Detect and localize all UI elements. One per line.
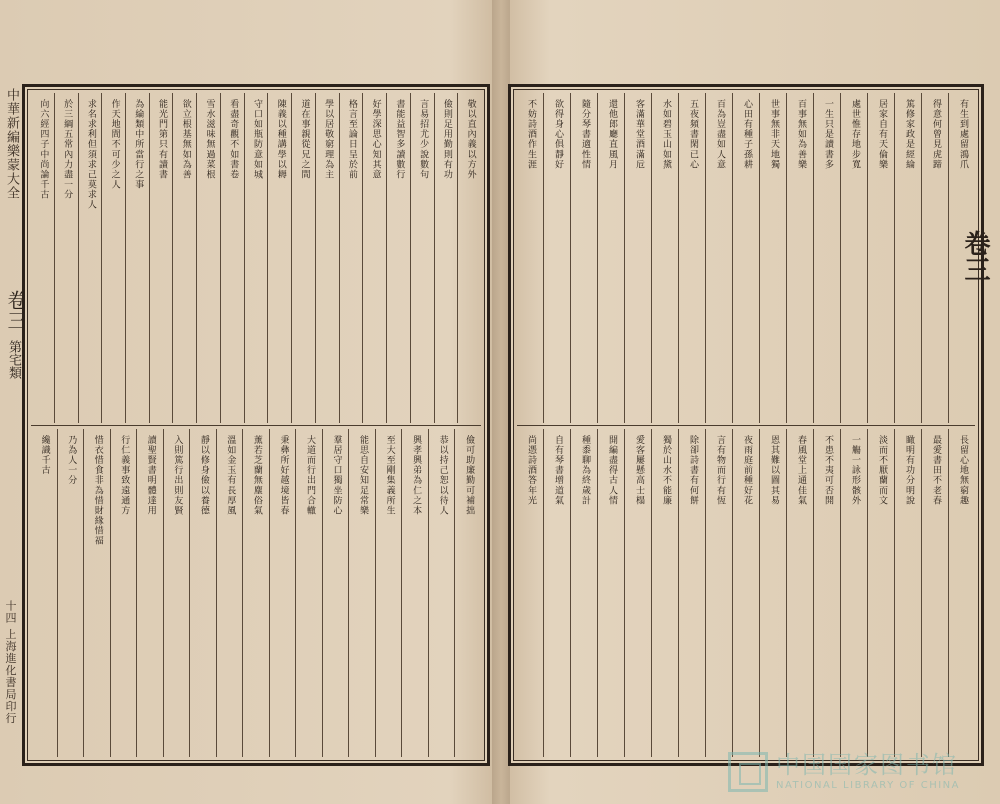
couplet-text: 羣居守口獨坐防心 [331, 435, 342, 516]
couplet-text: 言易招尤少說數句 [418, 99, 429, 180]
text-column [220, 93, 244, 423]
library-seal-icon [728, 752, 768, 792]
couplet-text: 興孝興弟為仁之本 [411, 435, 422, 516]
text-column [434, 93, 458, 423]
text-column [149, 93, 173, 423]
couplet-text: 看盡奇觀不如書卷 [228, 99, 239, 180]
text-column [31, 93, 54, 423]
couplet-text: 行仁義事致遠通方 [119, 435, 130, 516]
text-column [543, 93, 570, 423]
couplet-text: 守口如瓶防意如城 [251, 99, 262, 180]
right-page [508, 84, 984, 766]
text-column [375, 429, 402, 757]
couplet-text: 得意何曾見虎蹄 [930, 99, 941, 170]
text-column [840, 429, 867, 757]
couplet-text: 雪水滋味無過菜根 [204, 99, 215, 180]
text-column [705, 93, 732, 423]
text-column [678, 429, 705, 757]
text-column [196, 93, 220, 423]
couplet-text: 求名求利但須求己莫求人 [85, 99, 96, 210]
couplet-text: 心田有種子孫耕 [741, 99, 752, 170]
text-column [570, 93, 597, 423]
text-column [242, 429, 269, 757]
text-column [921, 93, 948, 423]
text-column [57, 429, 84, 757]
couplet-text: 自有琴書增道氣 [552, 435, 563, 506]
couplet-text: 入則篤行出則友賢 [172, 435, 183, 516]
couplet-text: 一生只是讀書多 [822, 99, 833, 170]
couplet-text: 五夜頻書閑已心 [687, 99, 698, 170]
right-volume-mark: 卷三 [960, 230, 990, 282]
text-column [894, 93, 921, 423]
text-column [291, 93, 315, 423]
couplet-text: 世事無非天地獨 [768, 99, 779, 170]
text-column [428, 429, 455, 757]
left-page [22, 84, 490, 766]
left-page-upper-register [31, 93, 481, 423]
left-margin-footer [2, 600, 18, 725]
couplet-text: 居家自有天倫樂 [876, 99, 887, 170]
text-column [136, 429, 163, 757]
couplet-text: 還他郎廳直風月 [606, 99, 617, 170]
couplet-text: 儉可助廉勤可補拙 [464, 435, 475, 516]
couplet-text: 不患不夷可否開 [822, 435, 833, 506]
couplet-text: 儉則足用勤則有功 [441, 99, 452, 180]
couplet-text: 好學深思心知其意 [370, 99, 381, 180]
text-column [867, 429, 894, 757]
right-page-upper-register [517, 93, 975, 423]
text-column [31, 429, 57, 757]
text-column [732, 93, 759, 423]
text-column [732, 429, 759, 757]
couplet-text: 陳義以種講學以耨 [275, 99, 286, 180]
text-column [78, 93, 102, 423]
text-column [386, 93, 410, 423]
text-column [840, 93, 867, 423]
couplet-text: 獨於山水不能廉 [660, 435, 671, 506]
couplet-text: 有生到處留鴻爪 [957, 99, 968, 170]
couplet-text: 於三綱五常內力盡一分 [62, 99, 73, 200]
text-column [624, 429, 651, 757]
left-page-lower-register [31, 429, 481, 757]
couplet-text: 欲得身心俱靜好 [552, 99, 563, 170]
couplet-text: 長留心地無窮趣 [957, 435, 968, 506]
couplet-text: 言有物而行有恆 [714, 435, 725, 506]
couplet-text: 道在事親從兄之間 [299, 99, 310, 180]
text-column [244, 93, 268, 423]
text-column [786, 429, 813, 757]
text-column [597, 429, 624, 757]
library-watermark [728, 744, 996, 800]
text-column [339, 93, 363, 423]
couplet-text: 纔識千古 [39, 435, 50, 476]
watermark-chinese: 中国国家图书馆 [776, 751, 958, 779]
couplet-text: 格言至論日呈於前 [346, 99, 357, 180]
left-volume-category: 第宅類 [6, 340, 21, 379]
couplet-text: 薰若芝蘭無塵俗氣 [251, 435, 262, 516]
couplet-text: 百事無如為善樂 [795, 99, 806, 170]
couplet-text: 淡而不厭蘭而文 [876, 435, 887, 506]
text-column [651, 429, 678, 757]
couplet-text: 百為豈盡如人意 [714, 99, 725, 170]
text-column [295, 429, 322, 757]
couplet-text: 水如碧玉山如黛 [660, 99, 671, 170]
couplet-text: 客滿華堂酒滿卮 [633, 99, 644, 170]
text-column [948, 429, 975, 757]
couplet-text: 愛客屢懸高士榻 [633, 435, 644, 506]
couplet-text: 秉彝所好越境皆春 [278, 435, 289, 516]
text-column [216, 429, 243, 757]
couplet-text: 恭以持己恕以待人 [437, 435, 448, 516]
publisher-line: 上海進化書局印行 [4, 628, 17, 725]
text-column [786, 93, 813, 423]
couplet-text: 書能益智多讀數行 [394, 99, 405, 180]
text-column [813, 429, 840, 757]
text-column [269, 429, 296, 757]
text-column [189, 429, 216, 757]
couplet-text: 除卻詩書有何餅 [687, 435, 698, 506]
text-column [759, 93, 786, 423]
text-column [570, 429, 597, 757]
couplet-text: 向六經四子中尚論千古 [38, 99, 49, 200]
page-number: 十四 [4, 600, 17, 624]
couplet-text: 隨分琴書適性情 [579, 99, 590, 170]
couplet-text: 溫如金玉有長厚風 [225, 435, 236, 516]
text-column [454, 429, 481, 757]
text-column [348, 429, 375, 757]
text-column [813, 93, 840, 423]
couplet-text: 最愛書田不老春 [930, 435, 941, 506]
text-column [401, 429, 428, 757]
text-column [315, 93, 339, 423]
couplet-text: 能思自安知足常樂 [358, 435, 369, 516]
couplet-text: 尚憑詩酒答年光 [525, 435, 536, 506]
text-column [362, 93, 386, 423]
text-column [759, 429, 786, 757]
text-column [83, 429, 110, 757]
couplet-text: 不妨詩酒作生涯 [525, 99, 536, 170]
text-column [322, 429, 349, 757]
couplet-text: 至大至剛集義所生 [384, 435, 395, 516]
couplet-text: 瞰明有功分明說 [903, 435, 914, 506]
text-column [410, 93, 434, 423]
couplet-text: 惜衣惜食非為惜財緣惜福 [92, 435, 103, 546]
text-column [678, 93, 705, 423]
couplet-text: 乃為人一分 [66, 435, 77, 486]
text-column [110, 429, 137, 757]
couplet-text: 一觴一詠形骸外 [849, 435, 860, 506]
right-page-lower-register [517, 429, 975, 757]
text-column [651, 93, 678, 423]
text-column [172, 93, 196, 423]
couplet-text: 夜雨庭前種好花 [741, 435, 752, 506]
text-column [894, 429, 921, 757]
couplet-text: 篤修家政是經綸 [903, 99, 914, 170]
left-margin-title: 中華新編樂蒙大全 [4, 88, 19, 200]
text-column [543, 429, 570, 757]
text-column [125, 93, 149, 423]
text-column [517, 429, 543, 757]
text-column [921, 429, 948, 757]
couplet-text: 作天地間不可少之人 [109, 99, 120, 190]
left-volume-mark: 卷三 [4, 290, 28, 330]
text-column [705, 429, 732, 757]
couplet-text: 春風堂上通佳氣 [795, 435, 806, 506]
couplet-text: 為綸類中所當行之事 [133, 99, 144, 190]
couplet-text: 種黍聊為終歲計 [579, 435, 590, 506]
couplet-text: 能光門第只有讀書 [157, 99, 168, 180]
couplet-text: 靜以修身儉以養德 [198, 435, 209, 516]
text-column [54, 93, 78, 423]
couplet-text: 處世惟存地步寬 [849, 99, 860, 170]
text-column [597, 93, 624, 423]
couplet-text: 敬以直內義以方外 [465, 99, 476, 180]
text-column [267, 93, 291, 423]
text-column [101, 93, 125, 423]
couplet-text: 欲立根基無如為善 [180, 99, 191, 180]
watermark-english: NATIONAL LIBRARY OF CHINA [776, 780, 960, 791]
text-column [163, 429, 190, 757]
text-column [624, 93, 651, 423]
text-column [457, 93, 481, 423]
couplet-text: 讀聖賢書明體達用 [145, 435, 156, 516]
text-column [517, 93, 543, 423]
register-divider [31, 425, 481, 426]
couplet-text: 恩其難以圖其易 [768, 435, 779, 506]
text-column [867, 93, 894, 423]
couplet-text: 大道而行出門合轍 [304, 435, 315, 516]
couplet-text: 學以居敬窮理為主 [323, 99, 334, 180]
register-divider [517, 425, 975, 426]
couplet-text: 開編盡得古人情 [606, 435, 617, 506]
